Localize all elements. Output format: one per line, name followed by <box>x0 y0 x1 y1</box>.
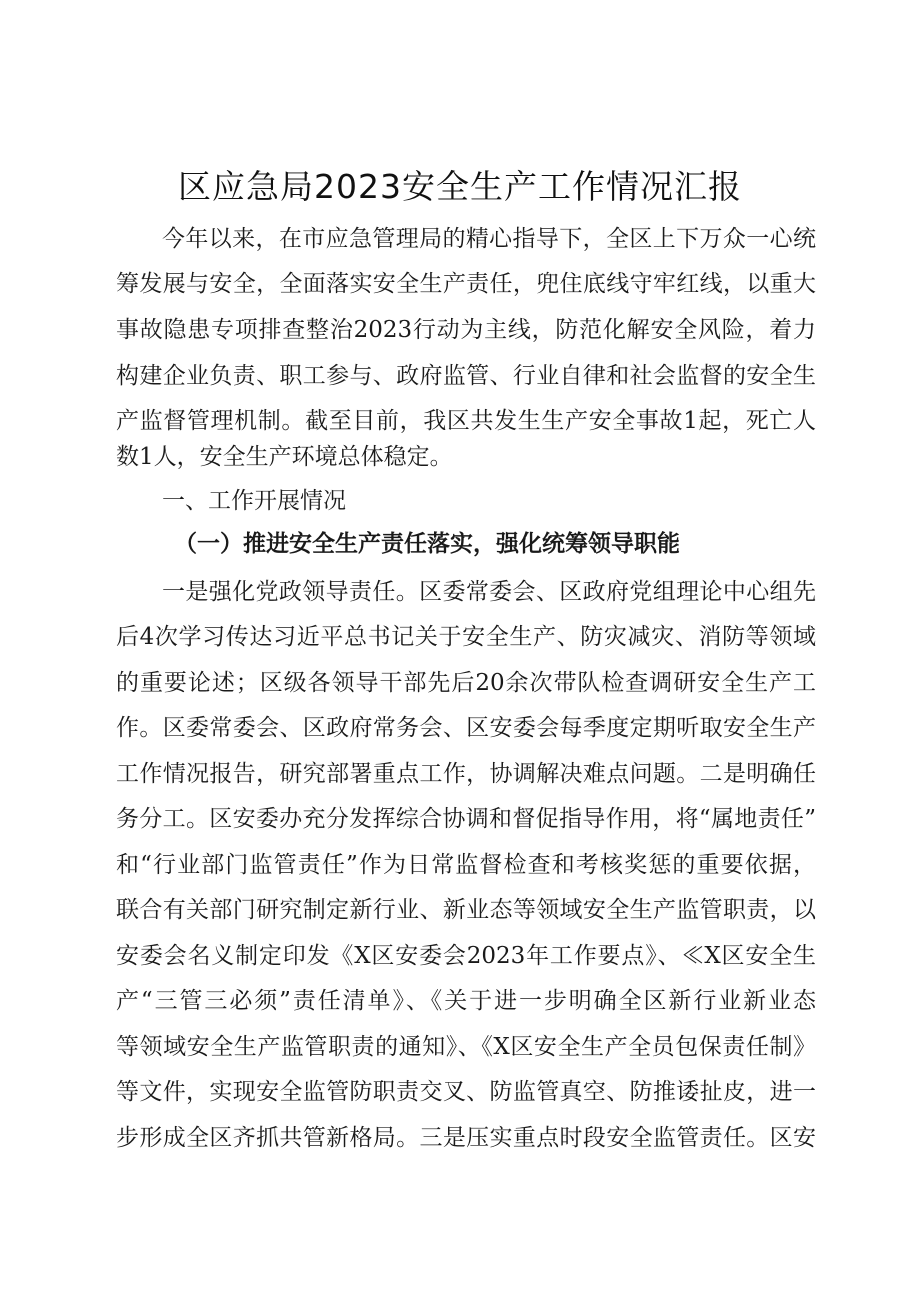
body-line: 工作情况报告，研究部署重点工作，协调解决难点问题。二是明确任 <box>116 761 816 787</box>
intro-line: 今年以来，在市应急管理局的精心指导下，全区上下万众一心统 <box>162 226 816 252</box>
body-line: 和“行业部门监管责任”作为日常监督检查和考核奖惩的重要依据， <box>116 852 816 878</box>
body-line: 联合有关部门研究制定新行业、新业态等领域安全生产监管职责，以 <box>116 897 816 923</box>
intro-line: 构建企业负责、职工参与、政府监管、行业自律和社会监督的安全生 <box>116 363 816 389</box>
body-line: 等文件，实现安全监管防职责交叉、防监管真空、防推诿扯皮，进一 <box>116 1079 816 1105</box>
body-line: 安委会名义制定印发《X区安委会2023年工作要点》、≪X区安全生 <box>116 943 816 969</box>
body-line: 作。区委常委会、区政府常务会、区安委会每季度定期听取安全生产 <box>116 715 816 741</box>
body-line: 产“三管三必须”责任清单》、《关于进一步明确全区新行业新业态 <box>116 988 816 1014</box>
section-heading: 一、工作开展情况 <box>162 488 346 514</box>
body-line: 务分工。区安委办充分发挥综合协调和督促指导作用，将“属地责任” <box>116 806 816 832</box>
intro-line: 数1人，安全生产环境总体稳定。 <box>116 444 453 470</box>
body-line: 一是强化党政领导责任。区委常委会、区政府党组理论中心组先 <box>162 579 816 605</box>
body-line: 步形成全区齐抓共管新格局。三是压实重点时段安全监管责任。区安 <box>116 1125 816 1151</box>
intro-line: 产监督管理机制。截至目前，我区共发生生产安全事故1起，死亡人 <box>116 408 816 434</box>
body-line: 等领域安全生产监管职责的通知》、《X区安全生产全员包保责任制》 <box>116 1034 816 1060</box>
document-title: 区应急局2023安全生产工作情况汇报 <box>178 167 742 206</box>
intro-line: 筹发展与安全，全面落实安全生产责任，兜住底线守牢红线，以重大 <box>116 271 816 297</box>
intro-line: 事故隐患专项排查整治2023行动为主线，防范化解安全风险，着力 <box>116 317 816 343</box>
body-line: 的重要论述；区级各领导干部先后20余次带队检查调研安全生产工 <box>116 670 816 696</box>
subsection-heading: （一）推进安全生产责任落实，强化统筹领导职能 <box>174 530 680 557</box>
body-line: 后4次学习传达习近平总书记关于安全生产、防灾减灾、消防等领域 <box>116 624 816 650</box>
